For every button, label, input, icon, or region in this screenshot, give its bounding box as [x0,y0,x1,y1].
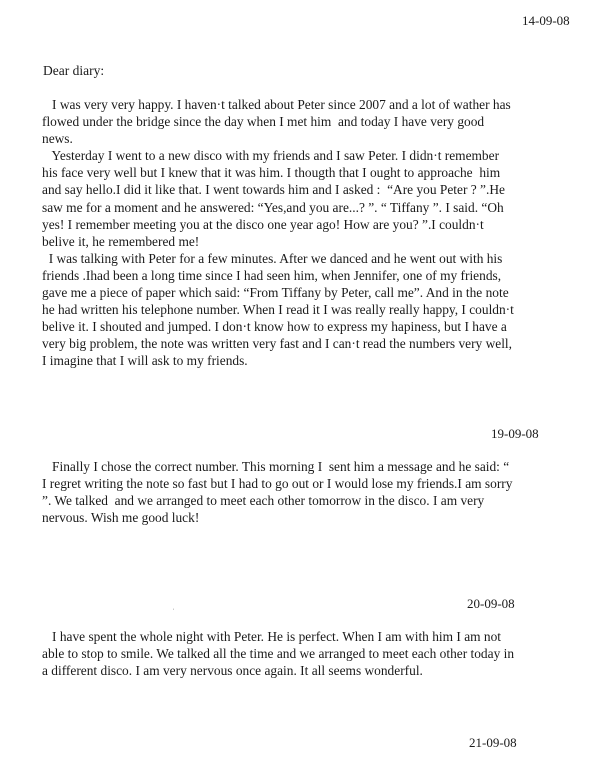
entry-date: 14-09-08 [522,13,570,28]
entry-line: I imagine that I will ask to my friends. [42,353,248,369]
entry-line: a different disco. I am very nervous once again. It all seems wonderful. [42,663,423,679]
entry-line: and say hello.I did it like that. I went towards him and I asked : “Are you Peter ? ”.He [42,182,505,198]
entry-line: I was talking with Peter for a few minutes. After we danced and he went out with his [42,250,503,266]
entry-line: belive it, he remembered me! [42,233,200,249]
diary-entry-3 [42,628,572,679]
diary-greeting: Dear diary: [43,63,105,78]
diary-entry-1 [42,96,572,370]
entry-line: nervous. Wish me good luck! [42,510,200,526]
entry-line: his face very well but I knew that it was him. I thougth that I ought to approache him [42,165,501,181]
entry-line: Finally I chose the correct number. This morning I sent him a message and he said: “ [42,459,510,474]
entry-line: news. [42,131,73,147]
entry-line: gave me a piece of paper which said: “From Tiffany by Peter, call me”. And in the note [42,285,509,301]
entry-line: very big problem, the note was written very fast and I can·t read the numbers very well, [42,336,512,352]
entry-date: 20-09-08 [467,596,515,611]
entry-line: saw me for a moment and he answered: “Yes,and you are...? ”. “ Tiffany ”. I said. “Oh [42,199,504,215]
entry-line: friends .Ihad been a long time since I had seen him, when Jennifer, one of my friends, [42,267,502,283]
entry-line: Yesterday I went to a new disco with my friends and I saw Peter. I didn·t remember [42,148,500,164]
pen-mark: ˌ [172,600,175,610]
entry-line: he had written his telephone number. When I read it I was really really happy, I couldn·t [42,302,514,318]
entry-line: yes! I remember meeting you at the disco one year ago! How are you? ”.I couldn·t [42,216,484,232]
entry-line: ”. We talked and we arranged to meet each other tomorrow in the disco. I am very [42,493,485,509]
entry-date: 21-09-08 [469,735,517,750]
entry-line: I regret writing the note so fast but I had to go out or I would lose my friends.I am sorry [42,476,513,492]
entry-date: 19-09-08 [491,426,539,441]
entry-line: I have spent the whole night with Peter. He is perfect. When I am with him I am not [42,629,502,644]
entry-line: belive it. I shouted and jumped. I don·t know how to express my hapiness, but I have a [42,319,507,335]
entry-line: flowed under the bridge since the day when I met him and today I have very good [42,114,485,130]
entry-line: I was very very happy. I haven·t talked about Peter since 2007 and a lot of wather has [42,97,511,112]
entry-line: able to stop to smile. We talked all the time and we arranged to meet each other today in [42,646,515,662]
diary-entry-2 [42,458,572,526]
